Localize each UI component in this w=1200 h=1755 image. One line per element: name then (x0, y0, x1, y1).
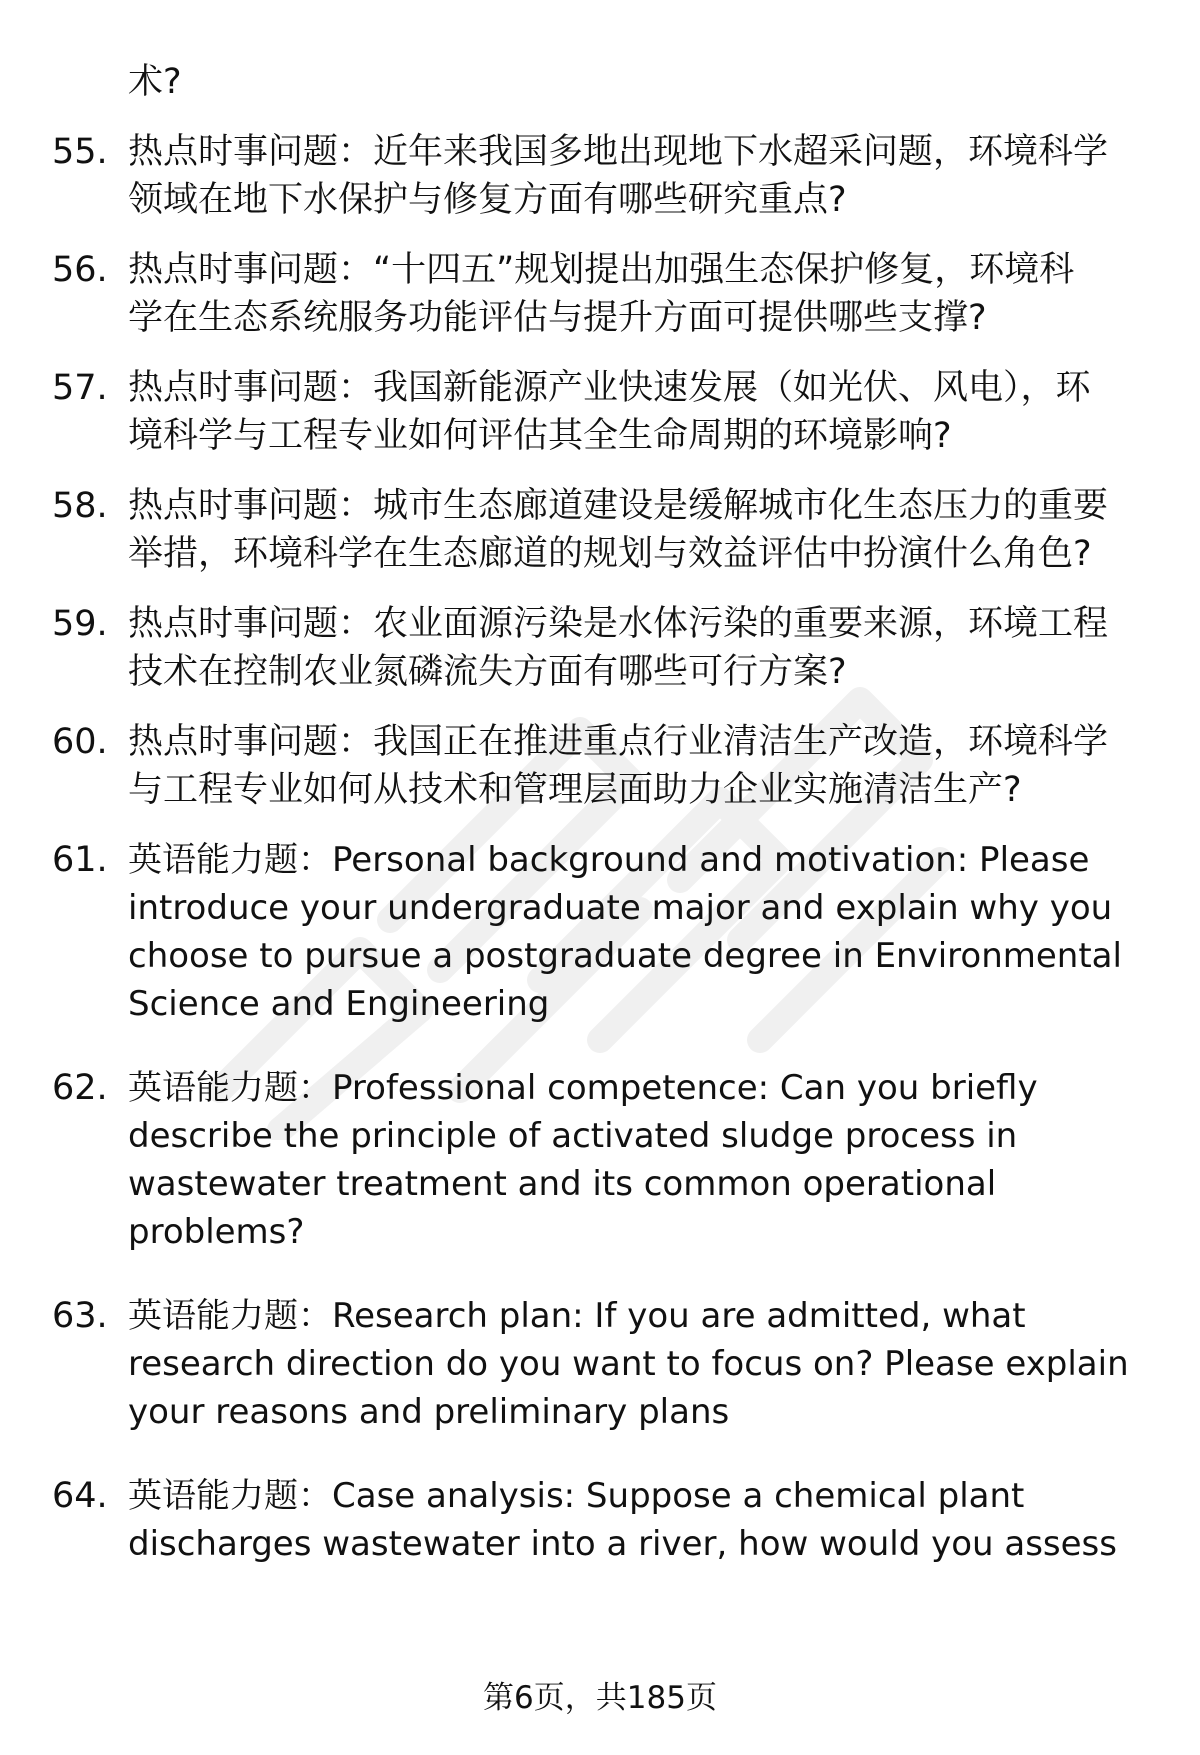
question-line: 英语能力题：Research plan: If you are admitted, what (128, 1296, 1026, 1336)
question-text (128, 1064, 1138, 1256)
question-number: 64. (52, 1476, 108, 1516)
question-line: 热点时事问题：近年来我国多地出现地下水超采问题，环境科学 (128, 132, 1109, 172)
question-line: 境科学与工程专业如何评估其全生命周期的环境影响? (128, 416, 952, 456)
question-number: 62. (52, 1068, 108, 1108)
question-line: your reasons and preliminary plans (128, 1392, 730, 1432)
question-line: 领域在地下水保护与修复方面有哪些研究重点? (128, 180, 847, 220)
question-number: 58. (52, 486, 108, 526)
question-line: 技术在控制农业氮磷流失方面有哪些可行方案? (128, 652, 847, 692)
question-line: wastewater treatment and its common operational (128, 1164, 997, 1204)
question-line: 举措，环境科学在生态廊道的规划与效益评估中扮演什么角色? (128, 534, 1092, 574)
question-line: 热点时事问题：我国正在推进重点行业清洁生产改造，环境科学 (128, 722, 1109, 762)
page-footer: 第6页，共185页 (483, 1680, 717, 1716)
question-text (128, 128, 1138, 224)
question-line: 英语能力题：Professional competence: Can you briefly (128, 1068, 1038, 1108)
question-line: 热点时事问题：“十四五”规划提出加强生态保护修复，环境科 (128, 250, 1075, 290)
question-line: 学在生态系统服务功能评估与提升方面可提供哪些支撑? (128, 298, 987, 338)
question-number: 61. (52, 840, 108, 880)
question-text (128, 836, 1138, 1028)
question-text (128, 364, 1138, 460)
question-text (128, 482, 1138, 578)
question-line: Science and Engineering (128, 984, 550, 1024)
question-number: 60. (52, 722, 108, 762)
question-number: 63. (52, 1296, 108, 1336)
question-line: 与工程专业如何从技术和管理层面助力企业实施清洁生产? (128, 770, 1022, 810)
question-number: 59. (52, 604, 108, 644)
question-text (128, 718, 1138, 814)
question-line: research direction do you want to focus on? Please explain (128, 1344, 1129, 1384)
question-text (128, 246, 1138, 342)
question-text (128, 600, 1138, 696)
question-line: 英语能力题：Personal background and motivation: Please (128, 840, 1090, 880)
question-text (128, 1292, 1138, 1436)
question-line: describe the principle of activated sludge process in (128, 1116, 1018, 1156)
question-number: 56. (52, 250, 108, 290)
continuation-text: 术? (128, 62, 182, 102)
question-line: 热点时事问题：城市生态廊道建设是缓解城市化生态压力的重要 (128, 486, 1109, 526)
question-line: 英语能力题：Case analysis: Suppose a chemical plant (128, 1476, 1025, 1516)
question-number: 57. (52, 368, 108, 408)
question-line: 热点时事问题：我国新能源产业快速发展（如光伏、风电），环 (128, 368, 1091, 408)
question-line: choose to pursue a postgraduate degree in Environmental (128, 936, 1122, 976)
question-text (128, 1472, 1138, 1568)
question-number: 55. (52, 132, 108, 172)
question-line: problems? (128, 1212, 305, 1252)
question-line: 热点时事问题：农业面源污染是水体污染的重要来源，环境工程 (128, 604, 1109, 644)
question-line: introduce your undergraduate major and explain why you (128, 888, 1113, 928)
question-line: discharges wastewater into a river, how would you assess (128, 1524, 1117, 1564)
